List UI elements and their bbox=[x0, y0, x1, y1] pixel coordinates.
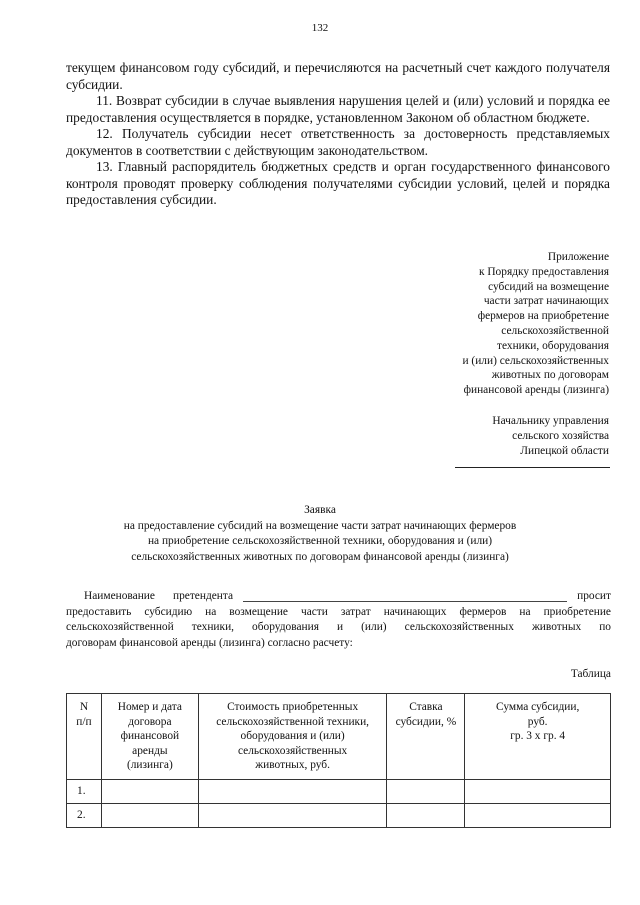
addressee-line: сельского хозяйства bbox=[512, 429, 609, 442]
table-label: Таблица bbox=[570, 668, 611, 680]
appendix-line: финансовой аренды (лизинга) bbox=[463, 384, 609, 397]
appendix-line: животных по договорам bbox=[491, 369, 609, 382]
cost-cell[interactable] bbox=[198, 780, 387, 804]
request-title-block bbox=[0, 503, 640, 565]
appendix-line: сельскохозяйственной bbox=[501, 324, 609, 337]
appendix-line: фермеров на приобретение bbox=[477, 310, 609, 323]
contract-cell[interactable] bbox=[101, 804, 198, 828]
applicant-name-field[interactable] bbox=[243, 600, 567, 602]
request-subtitle-line: сельскохозяйственных животных по договорам финансовой аренды (лизинга) bbox=[131, 550, 509, 563]
appendix-line: субсидий на возмещение bbox=[488, 280, 609, 293]
header-cell-amount: Сумма субсидии, руб. гр. 3 х гр. 4 bbox=[465, 694, 611, 780]
applicant-line: договорам финансовой аренды (лизинга) согласно расчету: bbox=[66, 636, 353, 649]
paragraph-11: 11. Возврат субсидии в случае выявления нарушения целей и (или) условий и порядка ее предоставления осуществляется в порядке, установленном Законом об областном бюджете. bbox=[66, 93, 610, 125]
calculation-table bbox=[66, 693, 611, 828]
addressee-block bbox=[369, 414, 609, 458]
applicant-word: Наименование bbox=[84, 590, 155, 602]
applicant-line: предоставить субсидию на возмещение части затрат начинающих фермеров на приобретение bbox=[66, 605, 611, 618]
applicant-statement bbox=[66, 589, 611, 651]
cost-cell[interactable] bbox=[198, 804, 387, 828]
applicant-word: просит bbox=[577, 590, 611, 602]
paragraph-12: 12. Получатель субсидии несет ответственность за достоверность представляемых документов в соответствии с действующим законодательством. bbox=[66, 126, 610, 158]
amount-cell[interactable] bbox=[465, 804, 611, 828]
signature-line bbox=[455, 467, 610, 468]
table-header-row bbox=[67, 694, 611, 780]
appendix-line: и (или) сельскохозяйственных bbox=[462, 354, 609, 367]
addressee-line: Липецкой области bbox=[520, 444, 609, 457]
paragraph-13: 13. Главный распорядитель бюджетных средств и орган государственного финансового контроля проводят проверку соблюдения получателями субсидии условий, целей и порядка предоставления субсидии. bbox=[66, 159, 610, 207]
request-subtitle-line: на приобретение сельскохозяйственной техники, оборудования и (или) bbox=[147, 535, 493, 547]
amount-cell[interactable] bbox=[465, 780, 611, 804]
applicant-word: претендента bbox=[172, 590, 234, 602]
rate-cell[interactable] bbox=[387, 804, 465, 828]
addressee-line: Начальнику управления bbox=[492, 415, 609, 427]
contract-cell[interactable] bbox=[101, 780, 198, 804]
applicant-line: сельскохозяйственной техники, оборудования и (или) сельскохозяйственных животных по bbox=[66, 621, 611, 633]
appendix-line: части затрат начинающих bbox=[483, 295, 609, 308]
request-subtitle-line: на предоставление субсидий на возмещение части затрат начинающих фермеров bbox=[123, 519, 517, 532]
rate-cell[interactable] bbox=[387, 780, 465, 804]
row-number: 1. bbox=[67, 780, 102, 804]
row-number: 2. bbox=[67, 804, 102, 828]
header-cell-cost: Стоимость приобретенных сельскохозяйственной техники, оборудования и (или) сельскохозяйственных животных, руб. bbox=[198, 694, 387, 780]
header-cell-contract: Номер и дата договора финансовой аренды (лизинга) bbox=[101, 694, 198, 780]
appendix-line: техники, оборудования bbox=[496, 339, 609, 352]
appendix-heading bbox=[369, 250, 609, 398]
page-number: 132 bbox=[311, 22, 329, 34]
request-title: Заявка bbox=[304, 504, 336, 516]
header-cell-rate: Ставка субсидии, % bbox=[387, 694, 465, 780]
paragraph-continuation: текущем финансовом году субсидий, и перечисляются на расчетный счет каждого получателя субсидии. bbox=[66, 60, 610, 92]
appendix-line: Приложение bbox=[547, 251, 609, 263]
header-cell-number: N п/п bbox=[67, 694, 102, 780]
body-text bbox=[66, 60, 610, 209]
table-row bbox=[67, 804, 611, 828]
appendix-line: к Порядку предоставления bbox=[478, 265, 609, 278]
table-row bbox=[67, 780, 611, 804]
